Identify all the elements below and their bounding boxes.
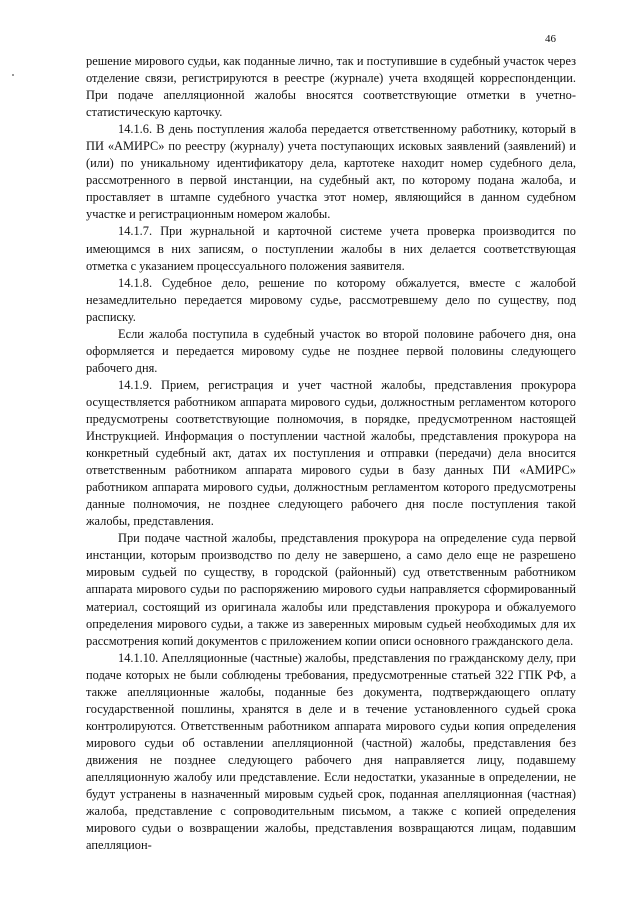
page-number: 46 <box>545 33 556 45</box>
paragraph: решение мирового судьи, как поданные лично, так и поступившие в судебный участок через отделение связи, регистрируются в реестре (журнале) учета входящей корреспонденции. При подаче апелляционной жалобы вносятся соответствующие отметки в учетно-статистическую карточку. <box>86 54 576 120</box>
paragraph: 14.1.8. Судебное дело, решение по которому обжалуется, вместе с жалобой незамедлительно передается мировому судье, рассмотревшему дело по существу, под расписку. <box>86 275 576 324</box>
document-body <box>86 53 576 854</box>
paragraph: Если жалоба поступила в судебный участок во второй половине рабочего дня, она оформляется и передается мировому судье не позднее первой половины следующего рабочего дня. <box>86 326 576 375</box>
paragraph: 14.1.6. В день поступления жалоба передается ответственному работнику, который в ПИ «АМИРС» по реестру (журналу) учета поступающих исковых заявлений (заявлений) и (или) по уникальному идентификатору дела, картотеке находит номер судебного дела, рассмотренного в первой инстанции, на судебный акт, по которому подана жалоба, и проставляет в штампе судебного участка этот номер, являющийся в данном судебном участке и регистрационным номером жалобы. <box>86 122 576 222</box>
paragraph: 14.1.10. Апелляционные (частные) жалобы, представления по гражданскому делу, при подаче которых не были соблюдены требования, предусмотренные статьей 322 ГПК РФ, а также апелляционные жалобы, поданные без документа, подтверждающего оплату государственной пошлины, хранятся в деле и в течение установленного судьей срока контролируются. Ответственным работником аппарата мирового судьи копия определения мирового судьи об оставлении апелляционной (частной) жалобы, представления без движения не позднее следующего рабочего дня направляется лицу, подавшему апелляционную жалобу или представление. Если недостатки, указанные в определении, не будут устранены в назначенный мировым судьей срок, поданная апелляционная (частная) жалоба, представление с сопроводительным письмом, а также с копией определения мирового судьи о возвращении жалобы, представления возвращаются лицам, подавшим апелляцион- <box>86 650 576 853</box>
margin-mark <box>12 74 14 76</box>
paragraph: При подаче частной жалобы, представления прокурора на определение суда первой инстанции, которым производство по делу не завершено, а само дело еще не разрешено мировым судьей по существу, в городской (районный) суд ответственным работником аппарата мирового судьи по распоряжению мирового судьи направляется сформированный материал, состоящий из оригинала жалобы или представления прокурора и обжалуемого определения мирового судьи, а также из заверенных мировым судьей необходимых для их рассмотрения копий документов с приложением копии описи основного гражданского дела. <box>86 531 576 648</box>
paragraph: 14.1.7. При журнальной и карточной системе учета проверка производится по имеющимся в них записям, о поступлении жалобы в них делается соответствующая отметка с указанием процессуального положения заявителя. <box>86 224 576 273</box>
paragraph: 14.1.9. Прием, регистрация и учет частной жалобы, представления прокурора осуществляется работником аппарата мирового судьи, должностным регламентом которого предусмотрены соответствующие полномочия, в порядке, предусмотренном настоящей Инструкцией. Информация о поступлении частной жалобы, представления прокурора на конкретный судебный акт, датах их поступления и отправки (передачи) дела вносится ответственным работником аппарата мирового судьи в базу данных ПИ «АМИРС» работником аппарата мирового судьи, должностным регламентом которого предусмотрены данные полномочия, не позднее следующего рабочего дня после поступления такой жалобы, представления. <box>86 377 576 529</box>
